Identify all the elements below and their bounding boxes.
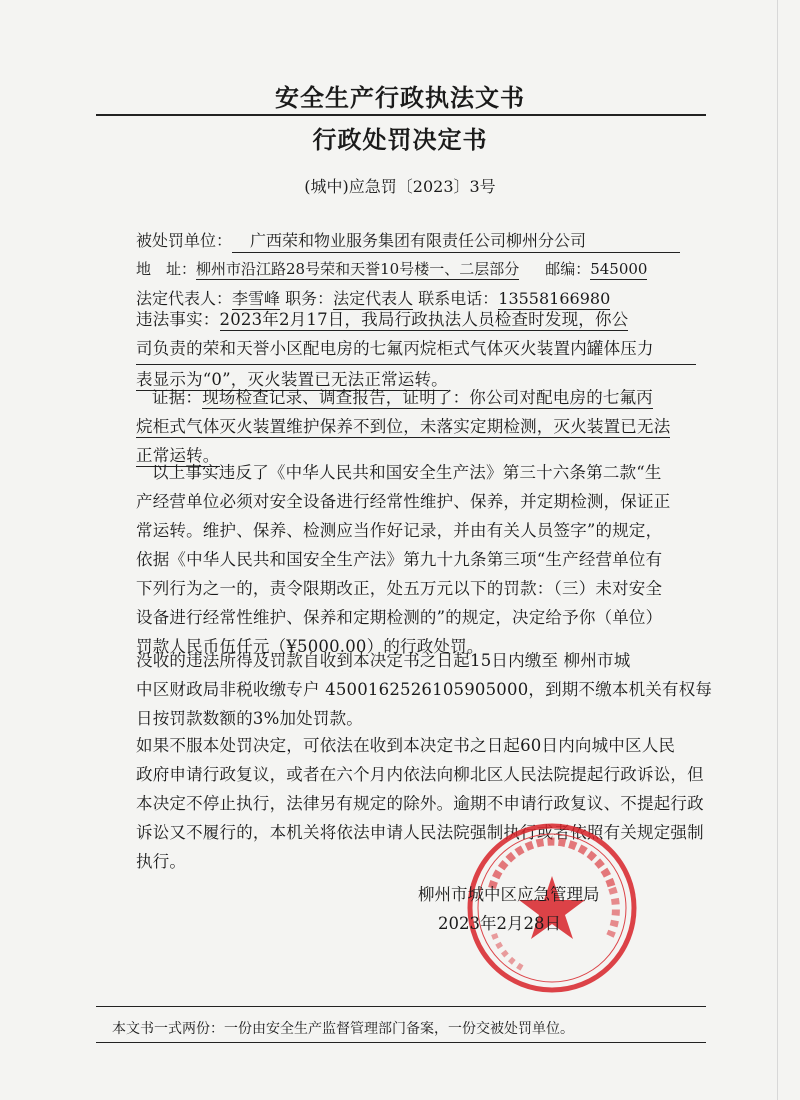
facts-label: 违法事实： bbox=[136, 310, 220, 329]
footer-note: 本文书一式两份：一份由安全生产监督管理部门备案，一份交被处罚单位。 bbox=[112, 1021, 574, 1037]
position-label: 职务： bbox=[285, 289, 334, 308]
document-title: 安全生产行政执法文书 bbox=[275, 83, 525, 112]
phone-value: 13558166980 bbox=[498, 289, 611, 308]
facts-line: 2023年2月17日，我局行政执法人员检查时发现，你公 bbox=[219, 310, 629, 329]
evidence-line: 现场检查记录、调查报告，证明了：你公司对配电房的七氟丙 bbox=[202, 388, 654, 407]
legal-rep-value: 李雪峰 bbox=[232, 289, 281, 308]
facts-line: 表显示为“0”，灭火装置已无法正常运转。 bbox=[136, 370, 448, 389]
issuing-authority: 柳州市城中区应急管理局 bbox=[418, 885, 600, 904]
evidence-section bbox=[136, 383, 696, 470]
document-number: (城中)应急罚〔2023〕3号 bbox=[304, 177, 496, 196]
legal-basis-section bbox=[136, 458, 696, 661]
basis-line: 设备进行经常性维护、保养和定期检测的”的规定，决定给予你（单位） bbox=[136, 608, 663, 627]
basis-line: 下列行为之一的，责令限期改正，处五万元以下的罚款：（三）未对安全 bbox=[136, 579, 663, 598]
appeal-line: 诉讼又不履行的，本机关将依法申请人民法院强制执行或者依照有关规定强制 bbox=[136, 823, 704, 842]
basis-line: 产经营单位必须对安全设备进行经常性维护、保养，并定期检测，保证正 bbox=[136, 492, 671, 511]
scan-edge bbox=[777, 0, 778, 1100]
title-divider bbox=[96, 114, 706, 116]
evidence-label: 证据： bbox=[152, 388, 203, 407]
position-value: 法定代表人 bbox=[333, 289, 414, 308]
payment-section bbox=[136, 646, 713, 733]
evidence-line: 正常运转。 bbox=[136, 446, 220, 465]
basis-line: 依据《中华人民共和国安全生产法》第九十九条第三项“生产经营单位有 bbox=[136, 550, 663, 569]
basis-line: 以上事实违反了《中华人民共和国安全生产法》第三十六条第二款“生 bbox=[152, 463, 662, 482]
facts-section bbox=[136, 305, 696, 394]
appeal-line: 本决定不停止执行，法律另有规定的除外。逾期不申请行政复议、不提起行政 bbox=[136, 794, 704, 813]
legal-rep-label: 法定代表人： bbox=[136, 289, 233, 308]
address-row bbox=[136, 258, 647, 279]
footer-divider-bottom bbox=[96, 1042, 706, 1043]
penalized-unit-label: 被处罚单位： bbox=[136, 231, 233, 250]
payment-line: 日按罚款数额的3%加处罚款。 bbox=[136, 709, 363, 728]
postcode-label: 邮编： bbox=[545, 260, 591, 278]
issue-date: 2023年2月28日 bbox=[438, 914, 561, 933]
signature-block bbox=[400, 880, 640, 938]
phone-label: 联系电话： bbox=[418, 289, 499, 308]
address-label: 地 址： bbox=[136, 260, 197, 278]
payment-line: 中区财政局非税收缴专户 4500162526105905000，到期不缴本机关有权每 bbox=[136, 680, 713, 699]
appeal-line: 如果不服本处罚决定，可依法在收到本决定书之日起60日内向城中区人民 bbox=[136, 736, 676, 755]
evidence-line: 烷柜式气体灭火装置维护保养不到位，未落实定期检测，灭火装置已无法 bbox=[136, 417, 671, 436]
address-value: 柳州市沿江路28号荣和天誉10号楼一、二层部分 bbox=[196, 260, 520, 278]
appeal-line: 执行。 bbox=[136, 852, 187, 871]
basis-line: 常运转。维护、保养、检测应当作好记录，并由有关人员签字”的规定， bbox=[136, 521, 663, 540]
penalized-unit-value: 广西荣和物业服务集团有限责任公司柳州分公司 bbox=[232, 228, 680, 253]
postcode-value: 545000 bbox=[590, 260, 648, 278]
payment-line: 没收的违法所得及罚款自收到本决定书之日起15日内缴至 柳州市城 bbox=[136, 651, 631, 670]
footer-divider-top bbox=[96, 1006, 706, 1007]
document-subtitle: 行政处罚决定书 bbox=[312, 125, 488, 154]
appeal-line: 政府申请行政复议，或者在六个月内依法向柳北区人民法院提起行政诉讼，但 bbox=[136, 765, 704, 784]
facts-line: 司负责的荣和天誉小区配电房的七氟丙烷柜式气体灭火装置内罐体压力 bbox=[136, 334, 696, 365]
penalized-unit-row bbox=[136, 228, 680, 253]
basis-line: 罚款人民币伍仟元（¥5000.00）的行政处罚。 bbox=[136, 637, 484, 656]
